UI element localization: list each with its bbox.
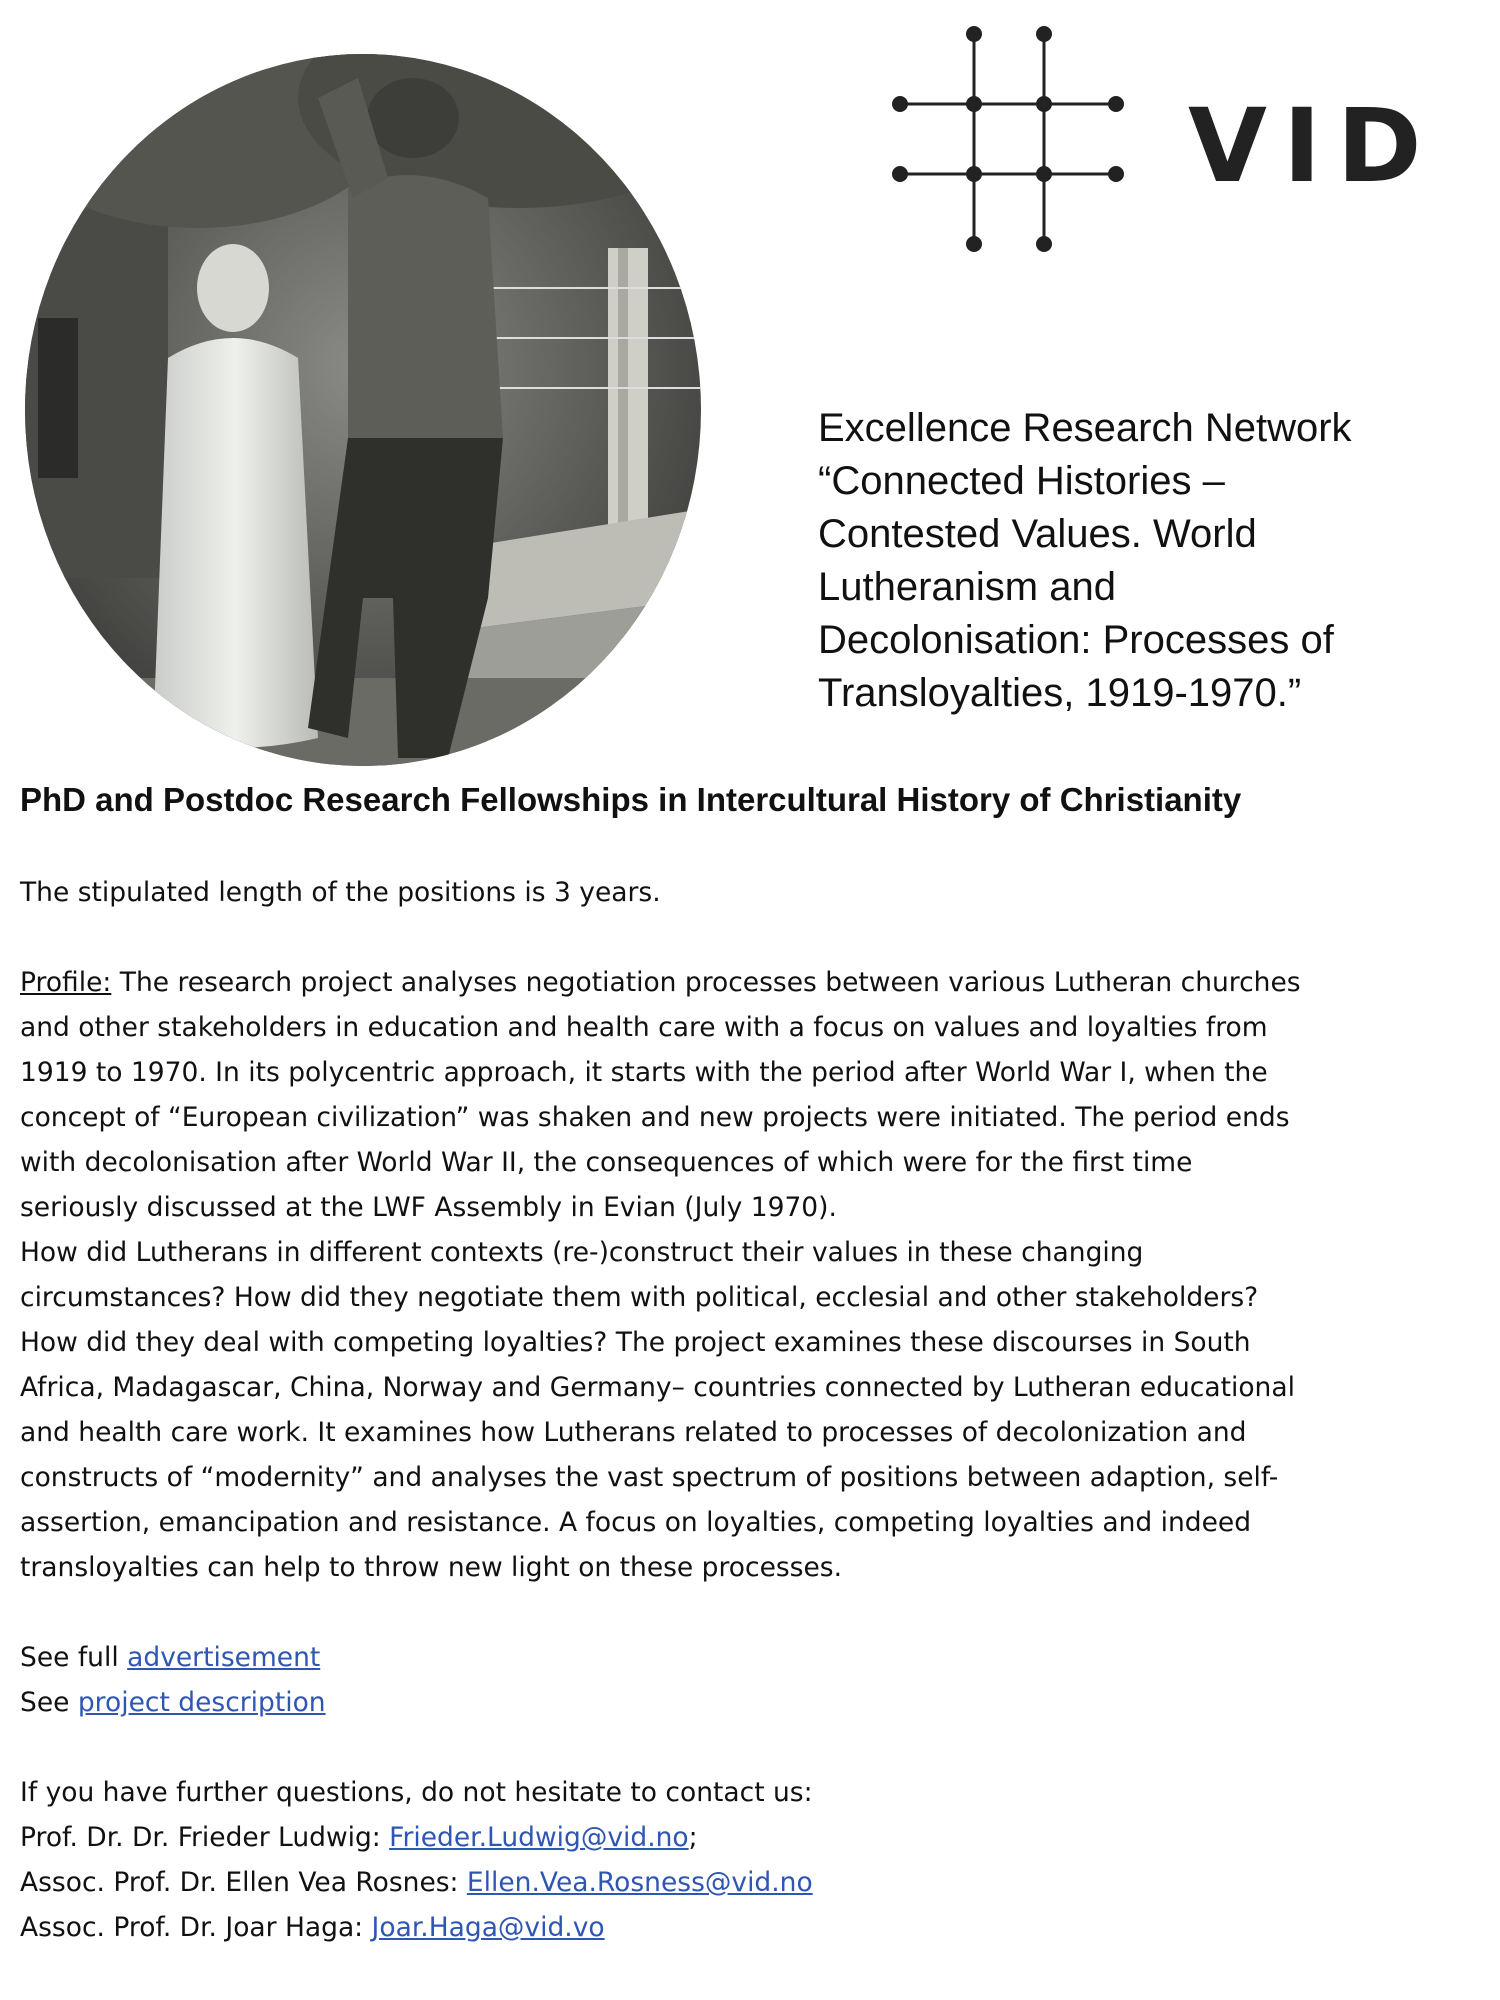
project-description-row: See project description: [20, 1687, 326, 1718]
network-title-line: Transloyalties, 1919-1970.”: [818, 671, 1302, 715]
profile-line: concept of “European civilization” was shaken and new projects were initiated. The period ends: [20, 1102, 1290, 1133]
advertisement-link[interactable]: advertisement: [127, 1642, 321, 1673]
profile-line: How did Lutherans in different contexts (re-)construct their values in these changing: [20, 1237, 1144, 1268]
profile-line: constructs of “modernity” and analyses the vast spectrum of positions between adaption, self-: [20, 1462, 1279, 1493]
hash-grid-dots-icon: [888, 22, 1128, 257]
profile-line: assertion, emancipation and resistance. A focus on loyalties, competing loyalties and indeed: [20, 1507, 1252, 1538]
profile-line: Africa, Madagascar, China, Norway and Germany– countries connected by Lutheran educational: [20, 1372, 1295, 1403]
profile-line: with decolonisation after World War II, the consequences of which were for the first time: [20, 1147, 1193, 1178]
vid-logo: [888, 22, 1438, 257]
profile-line: seriously discussed at the LWF Assembly in Evian (July 1970).: [20, 1192, 837, 1223]
contact-row: Prof. Dr. Dr. Frieder Ludwig: Frieder.Ludwig@vid.no;: [20, 1822, 698, 1853]
page-heading: PhD and Postdoc Research Fellowships in Intercultural History of Christianity: [20, 781, 1242, 818]
network-title-line: “Connected Histories –: [818, 459, 1225, 503]
contact-intro: If you have further questions, do not hesitate to contact us:: [20, 1777, 813, 1808]
network-title-line: Lutheranism and: [818, 565, 1116, 609]
profile-line: 1919 to 1970. In its polycentric approach, it starts with the period after World War I, when the: [20, 1057, 1268, 1088]
profile-line: and health care work. It examines how Lutherans related to processes of decolonization and: [20, 1417, 1247, 1448]
body-text: [20, 870, 1490, 1950]
network-title-line: Decolonisation: Processes of: [818, 618, 1334, 662]
network-title-line: Contested Values. World: [818, 512, 1257, 556]
email-link[interactable]: Joar.Haga@vid.vo: [371, 1912, 605, 1943]
logo-wordmark: VID: [1188, 87, 1438, 206]
email-link[interactable]: Frieder.Ludwig@vid.no: [389, 1822, 689, 1853]
profile-label: Profile:: [20, 967, 112, 998]
advertisement-row: See full advertisement: [20, 1642, 321, 1673]
profile-line: How did they deal with competing loyalties? The project examines these discourses in South: [20, 1327, 1251, 1358]
length-statement: The stipulated length of the positions is 3 years.: [20, 877, 661, 908]
profile-line: Profile: The research project analyses negotiation processes between various Lutheran churches: [20, 967, 1301, 998]
contact-row: Assoc. Prof. Dr. Joar Haga: Joar.Haga@vid.vo: [20, 1912, 605, 1943]
email-link[interactable]: Ellen.Vea.Rosness@vid.no: [466, 1867, 813, 1898]
profile-line: and other stakeholders in education and health care with a focus on values and loyalties from: [20, 1012, 1268, 1043]
project-description-link[interactable]: project description: [77, 1687, 326, 1718]
network-title: [818, 402, 1468, 720]
profile-line: circumstances? How did they negotiate them with political, ecclesial and other stakeholders?: [20, 1282, 1259, 1313]
historical-photo-circle: [18, 38, 708, 770]
profile-line: transloyalties can help to throw new light on these processes.: [20, 1552, 843, 1583]
contact-row: Assoc. Prof. Dr. Ellen Vea Rosnes: Ellen.Vea.Rosness@vid.no: [20, 1867, 813, 1898]
network-title-line: Excellence Research Network: [818, 406, 1352, 450]
